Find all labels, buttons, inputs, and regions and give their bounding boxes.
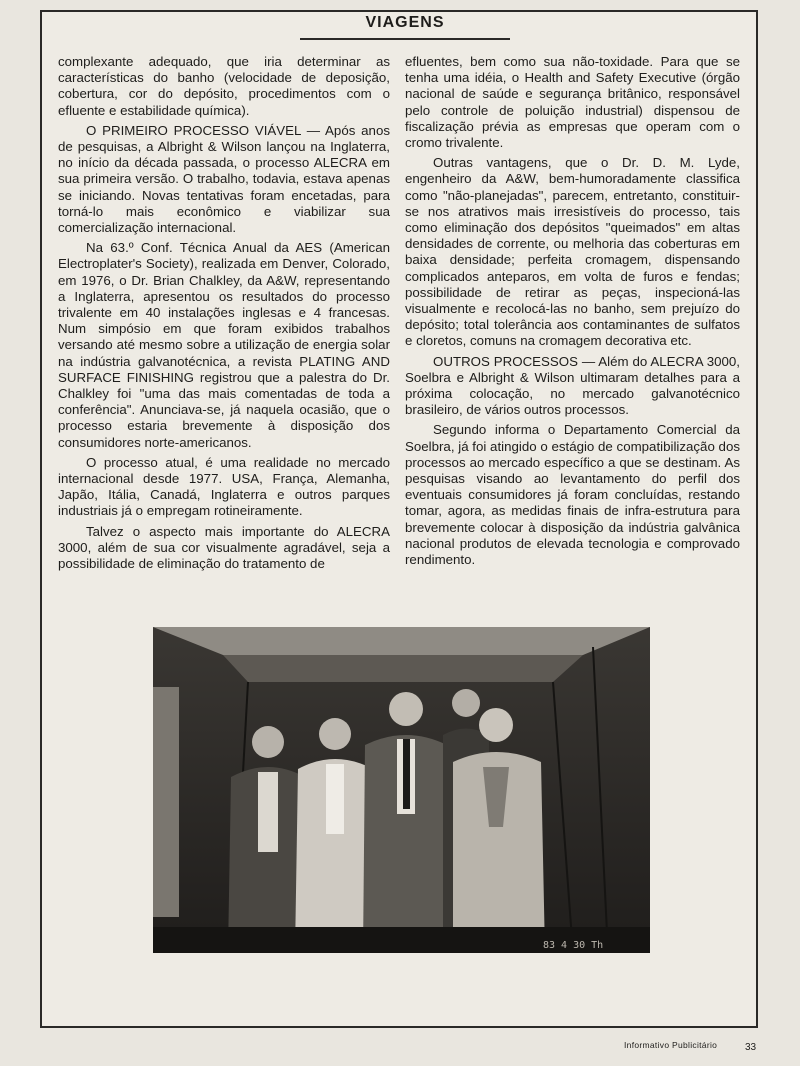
- right-paragraph-4: Segundo informa o Departamento Comercial da Soelbra, já foi atingido o estágio de compatibilização dos processos ao mercado específico a que se destinam. As pesquisas visando ao levantamento do perfil dos eventuais consumidores já foram concluídas, restando tomar, agora, as medidas finais de infra-estrutura para brevemente colocar à disposição da indústria galvânica nacional produtos de elevada tecnologia e comprovado rendimento.: [405, 422, 740, 568]
- left-paragraph-4: O processo atual, é uma realidade no mercado internacional desde 1977. USA, França, Alemanha, Japão, Itália, Canadá, Inglaterra e outros parques industriais já o empregam rotineiramente.: [58, 454, 390, 519]
- left-paragraph-1: complexante adequado, que iria determinar as características do banho (velocidade de deposição, cobertura, cor do depósito, procedimentos com o efluente e estabilidade química).: [58, 54, 390, 118]
- section-title: VIAGENS: [365, 14, 445, 31]
- right-column: [405, 54, 740, 572]
- photo-date-stamp: 83 4 30 Th: [543, 940, 604, 951]
- right-paragraph-3: OUTROS PROCESSOS — Além do ALECRA 3000, Soelbra e Albright & Wilson ultimaram detalhes para a próxima colocação, no mercado galvanotécnico brasileiro, de vários outros processos.: [405, 353, 740, 418]
- right-paragraph-2: Outras vantagens, que o Dr. D. M. Lyde, engenheiro da A&W, bem-humoradamente classifica como "não-planejadas", parecem, entretanto, constituir-se nos atrativos mais irresistíveis do processo, tais como eliminação dos depósitos "queimados" em altas densidades de corrente, ou melhoria das coberturas em baixa densidade; perfeita cromagem, dispensando complicados anteparos, em volta de furos e fendas; possibilidade de retirar as peças, inspecioná-las visualmente e recolocá-las no banho, sem prejuízo do depósito; total tolerância aos contaminantes de sulfatos e cloretos, comuns na cromagem decorativa etc.: [405, 155, 740, 349]
- page-number: 33: [745, 1042, 757, 1053]
- group-photo: [153, 627, 650, 953]
- section-title-rule: [300, 38, 510, 40]
- left-paragraph-5: Talvez o aspecto mais importante do ALECRA 3000, além de sua cor visualmente agradável, seja a possibilidade de eliminação do tratamento de: [58, 523, 390, 572]
- left-column: [58, 54, 390, 576]
- publication-label: Informativo Publicitário: [624, 1040, 718, 1050]
- right-paragraph-1: efluentes, bem como sua não-toxidade. Para que se tenha uma idéia, o Health and Safety Executive (órgão nacional de saúde e segurança britânico, responsável pelo controle de poluição industrial) dispensou de fiscalização prévia as empresas que operam com o cromo trivalente.: [405, 54, 740, 151]
- left-paragraph-3: Na 63.º Conf. Técnica Anual da AES (American Electroplater's Society), realizada em Denver, Colorado, em 1976, o Dr. Brian Chalkley, da A&W, representando a Inglaterra, apresentou os resultados do processo trivalente em 40 instalações inglesas e 4 francesas. Num simpósio em que foram exibidos trabalhos versando até mesmo sobre a utilização de energia solar na indústria galvanotécnica, a revista PLATING AND SURFACE FINISHING registrou que a palestra do Dr. Chalkley foi "uma das mais comentadas de toda a conferência". Anunciava-se, já naquela ocasião, que o processo estaria brevemente à disposição dos consumidores norte-americanos.: [58, 240, 390, 450]
- left-paragraph-2: O PRIMEIRO PROCESSO VIÁVEL — Após anos de pesquisas, a Albright & Wilson lançou na Inglaterra, no início da década passada, o processo ALECRA em sua primeira versão. O trabalho, todavia, estava apenas se iniciando. Novas tentativas foram encetadas, para torná-lo mais econômico e viabilizar sua comercialização internacional.: [58, 122, 390, 236]
